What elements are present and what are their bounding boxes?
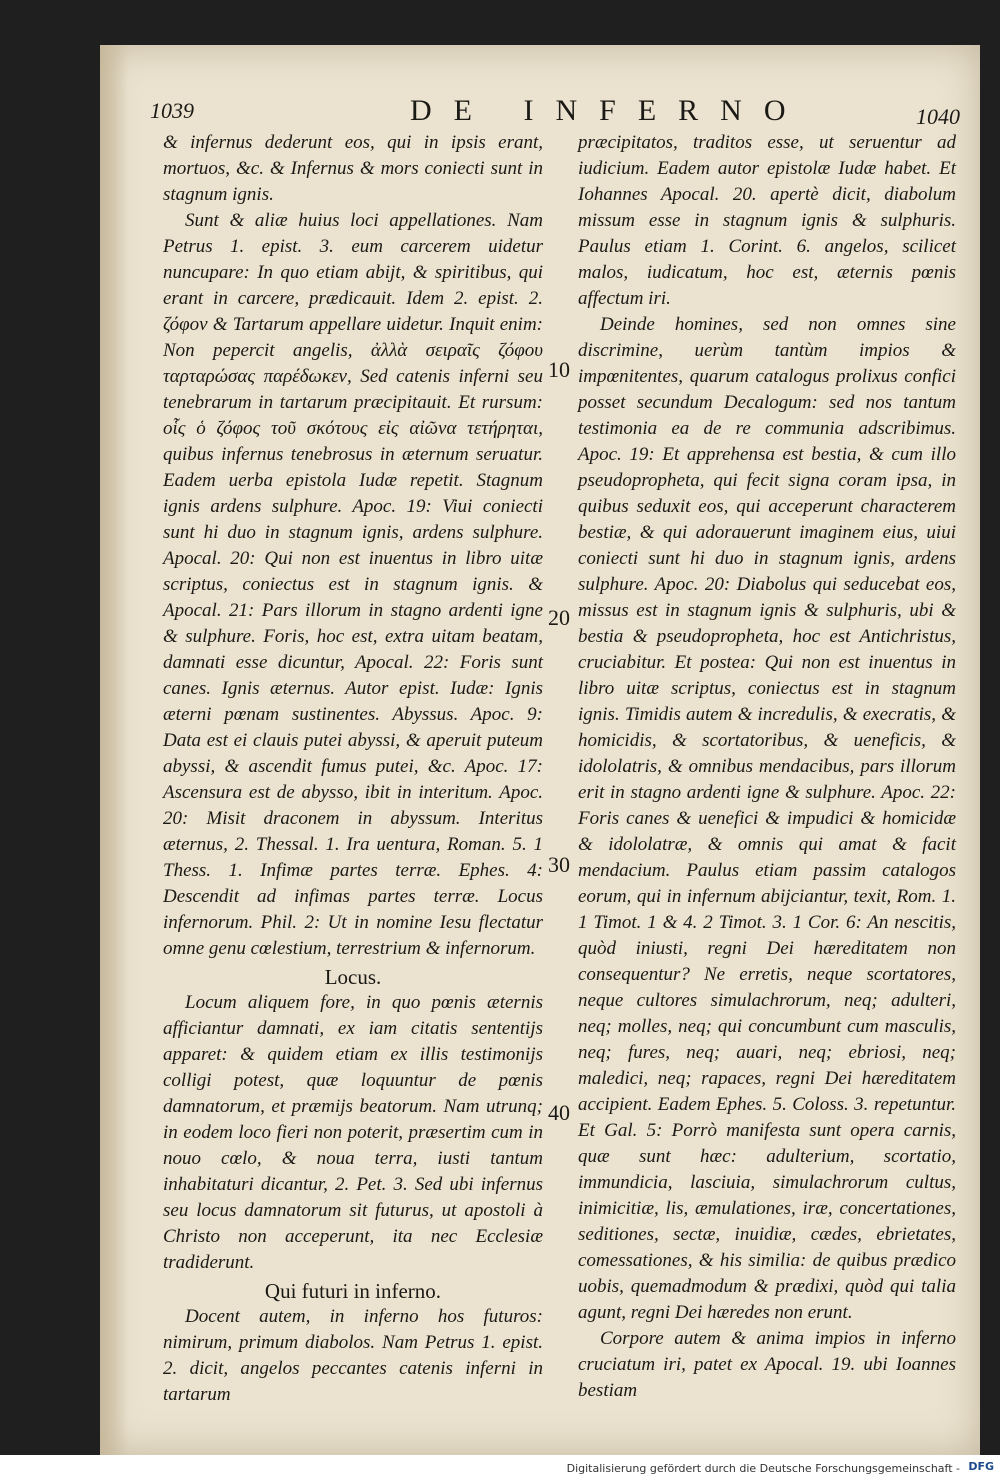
- line-number: 10: [548, 357, 570, 382]
- paragraph: Deinde homines, sed non omnes sine discrimine, uerùm tantùm impios & impœnitentes, quarum catalogus prolixus confici posset secundum Decalogum: sed nos tantum testimonia ea de re communia adscribimus. Apoc. 19: Et apprehensa est bestia, & cum illo pseudopropheta, qui fecit signa coram ipsa, in quibus seduxit eos, qui acceperunt characterem bestiæ, & qui adorauerunt imaginem eius, uiui coniecti sunt hi duo in stagnum ignis, ardens sulphure. Apoc. 20: Diabolus qui seducebat eos, missus est in stagnum ignis & sulphuris, ubi & bestia & pseudopropheta, hoc est Antichristus, cruciabitur. Et postea: Qui non est inuentus in libro uitæ scriptus, coniectus est in stagnum ignis. Timidis autem & incredulis, & execratis, & homicidis, & scortatoribus, & ueneficis, & idololatris, & omnibus mendacibus, pars illorum erit in stagno ardenti igne & sulphure. Apoc. 22: Foris canes & uenefici & impudici & homicidæ & idololatræ, & omnis qui amat & facit mendacium. Paulus etiam passim catalogos eorum, qui in infernum abijciantur, texit, Rom. 1. 1 Timot. 1 & 4. 2 Timot. 3. 1 Cor. 6: An nescitis, quòd iniusti, regni Dei hæreditatem non consequentur? Ne erretis, neque scortatores, neque cultores simulachrorum, neq; adulteri, neq; molles, neq; qui concumbunt cum masculis, neq; fures, neq; auari, neq; ebriosi, neq; maledici, neq; rapaces, regni Dei hæreditatem accipient. Eadem Ephes. 5. Coloss. 3. repetuntur. Et Gal. 5: Porrò manifesta sunt opera carnis, quæ sunt hæc: adulterium, scortatio, immundicia, lasciuia, simulachrorum cultus, inimicitiæ, lis, æmulationes, iræ, concertationes, seditiones, sectæ, inuidiæ, cædes, ebrietates, comessationes, & his similia: de quibus prædico uobis, quemadmodum & prædixi, quòd qui talia agunt, regni Dei hæredes non erunt.: [578, 314, 956, 1323]
- running-title: DE INFERNO: [410, 94, 808, 127]
- paragraph: Corpore autem & anima impios in inferno cruciatum iri, patet ex Apocal. 19. ubi Ioannes bestiam: [578, 1328, 956, 1401]
- left-column: [163, 130, 543, 1408]
- dfg-logo: DFG: [968, 1460, 994, 1473]
- right-column: [578, 130, 956, 1404]
- line-number: 30: [548, 852, 570, 877]
- paragraph: Locum aliquem fore, in quo pœnis æternis afficiantur damnati, ex iam citatis sententijs apparet: & quidem etiam ex illis testimonijs colligi potest, quæ loquuntur de pœnis damnatorum, et præmijs beatorum. Nam utrunq; in eodem loco fieri non poterit, præsertim cum in nouo cœlo, & noua terra, iusti tantum inhabitaturi dicantur, 2. Pet. 3. Sed ubi infernus seu locus damnatorum sit futurus, ut apostoli à Christo non acceperunt, ita nec Ecclesiæ tradiderunt.: [163, 992, 543, 1273]
- footer-bar: [0, 1455, 1000, 1480]
- paragraph: Sunt & aliæ huius loci appellationes. Nam Petrus 1. epist. 3. eum carcerem uidetur nuncupare: In quo etiam abijt, & spiritibus, qui erant in carcere, prædicauit. Idem 2. epist. 2. ζόφον & Tartarum appellare uidetur. Inquit enim: Non pepercit angelis, ἀλλὰ σειραῖς ζόφου ταρταρώσας παρέδωκεν, Sed catenis inferni seu tenebrarum in tartarum præcipitauit. Et rursum: οἷς ὁ ζόφος τοῦ σκότους εἰς αἰῶνα τετήρηται, quibus infernus tenebrosus in æternum seruatur. Eadem uerba epistola Iudæ repetit. Stagnum ignis ardens sulphure. Apoc. 19: Viui coniecti sunt hi duo in stagnum ignis, ardens sulphure. Apocal. 20: Qui non est inuentus in libro uitæ scriptus, coniectus est in stagnum ignis. & Apocal. 21: Pars illorum in stagno ardenti igne & sulphure. Foris, hoc est, extra uitam beatam, damnati esse dicuntur, Apocal. 22: Foris sunt canes. Ignis æternus. Autor epist. Iudæ: Ignis æterni pœnam sustinentes. Abyssus. Apoc. 9: Data est ei clauis putei abyssi, & aperuit puteum abyssi, & ascendit fumus putei, &c. Apoc. 17: Ascensura est de abysso, ibit in interitum. Apoc. 20: Misit draconem in abyssum. Interitus æternus, 2. Thessal. 1. Ira uentura, Roman. 5. 1 Thess. 1. Infimæ partes terræ. Ephes. 4: Descendit ad infimas partes terræ. Locus infernorum. Phil. 2: Ut in nomine Iesu flectatur omne genu cœlestium, terrestrium & infernorum.: [163, 210, 543, 959]
- page-number-right: 1040: [916, 104, 960, 129]
- section-heading-locus: Locus.: [324, 965, 382, 989]
- line-number: 40: [548, 1100, 570, 1125]
- footer-credit: Digitalisierung gefördert durch die Deutsche Forschungsgemeinschaft -: [566, 1462, 960, 1475]
- page-number-left: 1039: [150, 98, 194, 123]
- page-gutter-shadow: [100, 45, 128, 1455]
- line-number: 20: [548, 605, 570, 630]
- paragraph: & infernus dederunt eos, qui in ipsis erant, mortuos, &c. & Infernus & mors coniecti sunt in stagnum ignis.: [163, 132, 543, 205]
- paragraph: præcipitatos, traditos esse, ut seruentur ad iudicium. Eadem autor epistolæ Iudæ habet. Et Iohannes Apocal. 20. apertè dicit, diabolum missum esse in stagnum ignis & sulphuris. Paulus etiam 1. Corint. 6. angelos, scilicet malos, iudicatum, hoc est, æternis pœnis affectum iri.: [578, 132, 956, 309]
- paragraph: Docent autem, in inferno hos futuros: nimirum, primum diabolos. Nam Petrus 1. epist. 2. dicit, angelos peccantes catenis inferni in tartarum: [163, 1306, 543, 1405]
- section-heading-qui-futuri: Qui futuri in inferno.: [264, 1279, 442, 1303]
